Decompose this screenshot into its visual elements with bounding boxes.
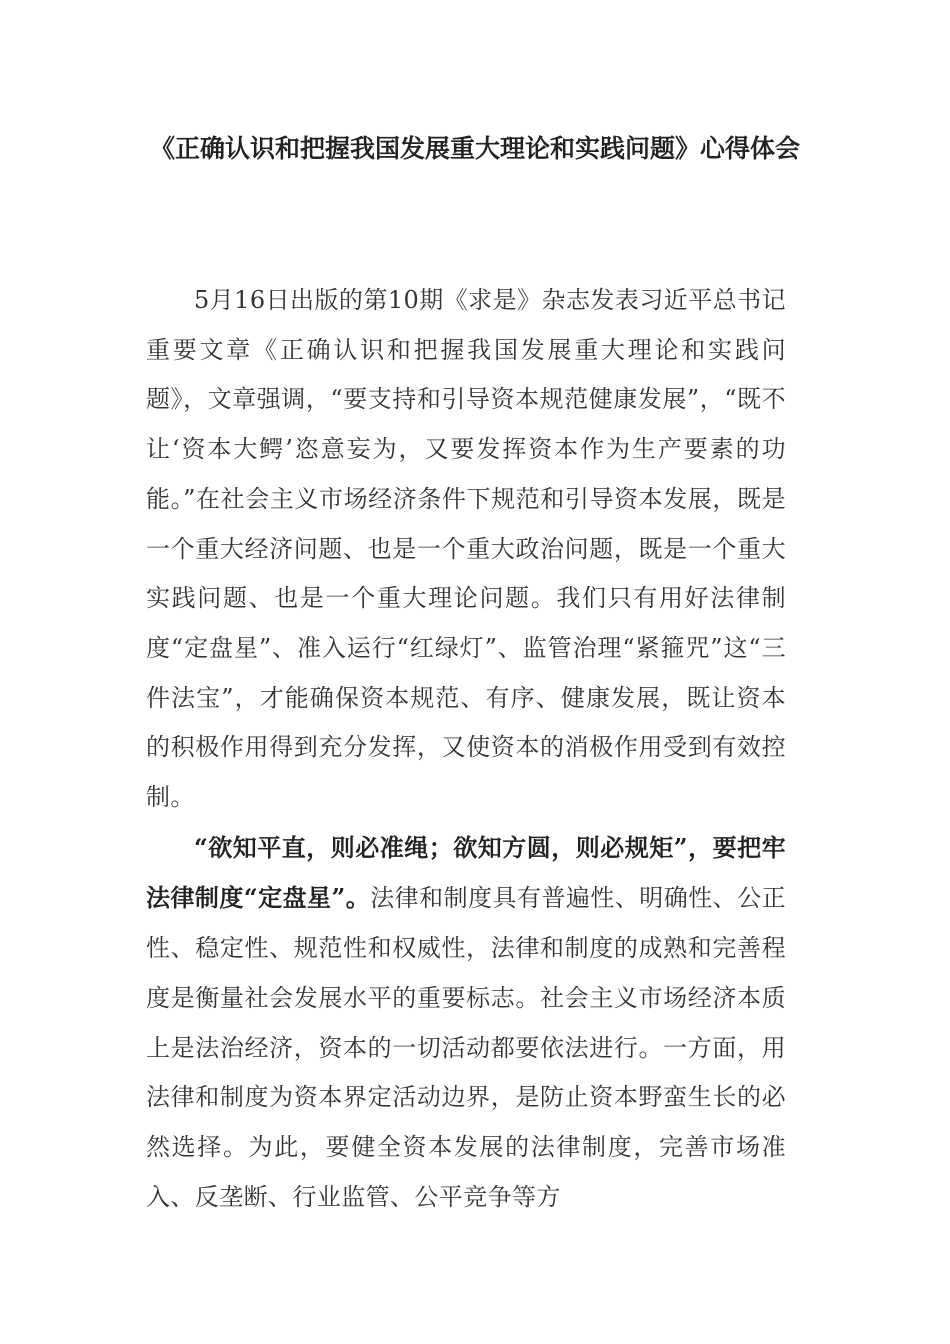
paragraph-intro-text: 5月16日出版的第10期《求是》杂志发表习近平总书记重要文章《正确认识和把握我国发展重大理论和实践问题》，文章强调，“要支持和引导资本规范健康发展”，“既不让‘资本大鳄’恣意妄为，又要发挥资本作为生产要素的功能。”在社会主义市场经济条件下规范和引导资本发展，既是一个重大经济问题、也是一个重大政治问题，既是一个重大实践问题、也是一个重大理论问题。我们只有用好法律制度“定盘星”、准入运行“红绿灯”、监管治理“紧箍咒”这“三件法宝”，才能确保资本规范、有序、健康发展，既让资本的积极作用得到充分发挥，又使资本的消极作用受到有效控制。 xyxy=(146,286,786,812)
document-body xyxy=(146,276,786,1222)
paragraph-intro xyxy=(146,276,786,823)
paragraph-legal-system xyxy=(146,823,786,1223)
paragraph-legal-system-heading: “欲知平直，则必准绳；欲知方圆，则必规矩”，要把牢法律制度“定盘星”。 xyxy=(146,832,786,913)
paragraph-legal-system-text: 法律和制度具有普遍性、明确性、公正性、稳定性、规范性和权威性，法律和制度的成熟和完善程度是衡量社会发展水平的重要标志。社会主义市场经济本质上是法治经济，资本的一切活动都要依法进行。一方面，用法律和制度为资本界定活动边界，是防止资本野蛮生长的必然选择。为此，要健全资本发展的法律制度，完善市场准入、反垄断、行业监管、公平竞争等方 xyxy=(146,884,786,1211)
document-title: 《正确认识和把握我国发展重大理论和实践问题》心得体会 xyxy=(149,134,800,163)
